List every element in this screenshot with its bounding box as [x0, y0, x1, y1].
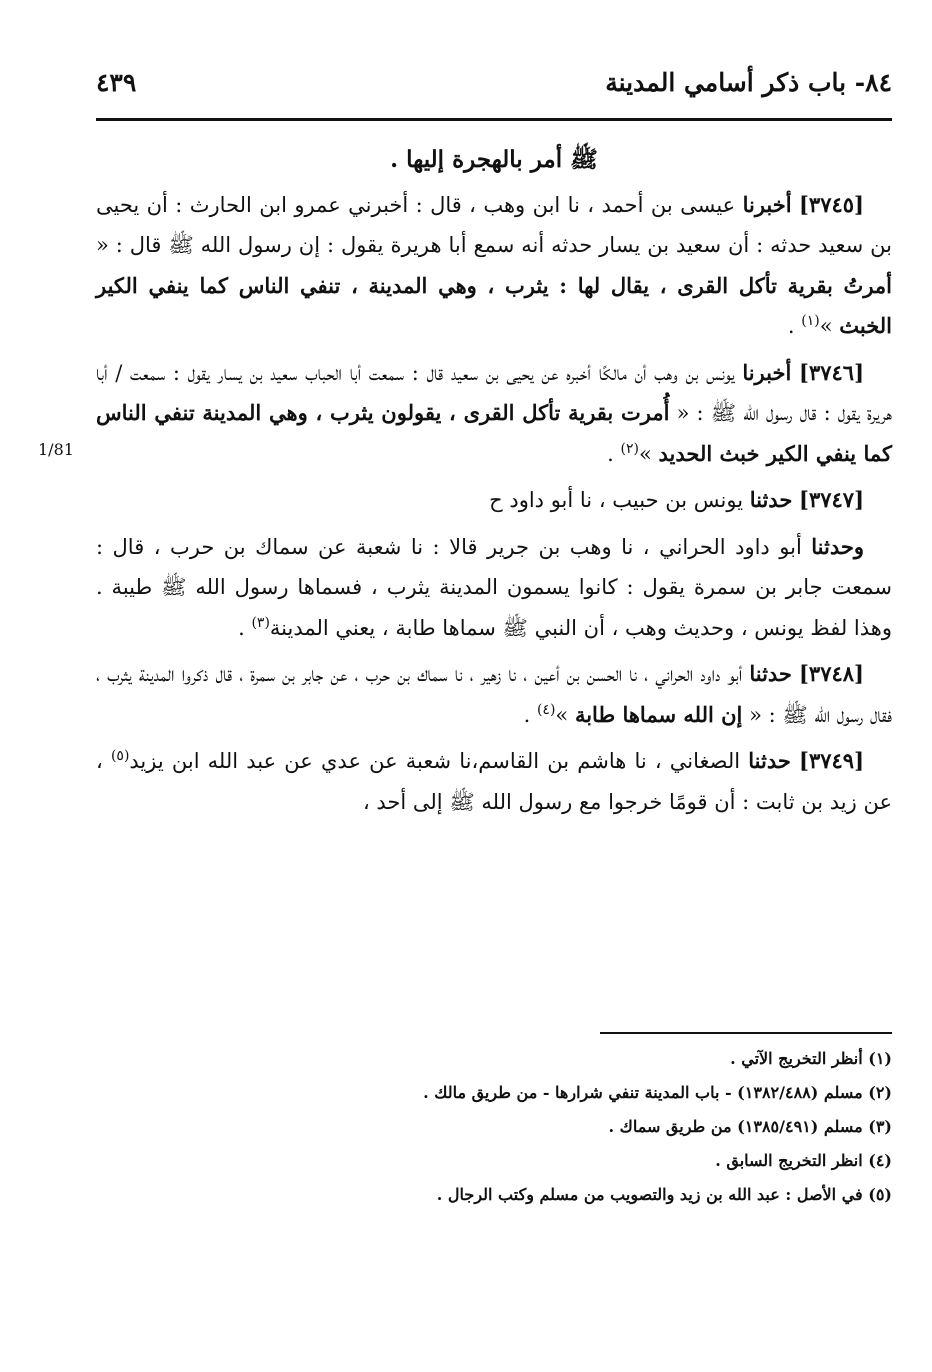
- narration-lead: أخبرنا: [742, 359, 792, 385]
- hadith-number: [٣٧٤٦]: [799, 359, 864, 385]
- chapter-title: ٨٤- باب ذكر أسامي المدينة: [605, 67, 892, 97]
- hadith-number: [٣٧٤٨]: [798, 661, 864, 686]
- hadith-number: [٣٧٤٩]: [799, 748, 864, 773]
- footnote-3: (٣) مسلم (١٣٨٥/٤٩١) من طريق سماك .: [608, 1117, 892, 1136]
- header-rule: [96, 118, 892, 121]
- hadith-3749: [96, 741, 892, 822]
- isnad-text: الصغاني ، نا هاشم بن القاسم،نا شعبة عن عدي عن عبد الله ابن يزيد: [129, 749, 749, 773]
- page-number: ٤٣٩: [96, 67, 137, 97]
- narration-lead: حدثنا: [749, 661, 792, 686]
- footnote-ref[interactable]: (٤): [536, 701, 556, 718]
- sentence-end: .: [607, 441, 621, 466]
- footnote-rule: [600, 1032, 892, 1034]
- narration-lead: وحدثنا: [811, 533, 864, 559]
- hadith-number: [٣٧٤٥]: [798, 191, 864, 217]
- page-header: [96, 62, 892, 102]
- footnote-ref[interactable]: (٣): [251, 614, 270, 631]
- isnad-text: يونس بن حبيب ، نا أبو داود ح: [489, 488, 750, 512]
- sentence-end: .: [238, 615, 252, 640]
- hadith-quote: أُمرت بقرية تأكل القرى ، يقولون يثرب ، وهي المدينة تنفي الناس كما ينفي الكير خبث الحديد: [96, 400, 892, 466]
- quote-close: »: [639, 441, 659, 466]
- margin-folio-note: 1/81: [38, 440, 74, 459]
- footnote-2: (٢) مسلم (١٣٨٢/٤٨٨) - باب المدينة تنفي شرارها - من طريق مالك .: [423, 1083, 892, 1102]
- narration-lead: حدثنا: [749, 487, 793, 512]
- continuation-text: ﷺ أمر بالهجرة إليها .: [390, 146, 598, 173]
- quote-close: »: [555, 702, 575, 727]
- narration-lead: أخبرنا: [742, 191, 792, 217]
- hadith-number: [٣٧٤٧]: [799, 487, 864, 512]
- isnad-text: عيسى بن أحمد ، نا ابن وهب ، قال : أخبرني عمرو ابن الحارث : أن يحيى بن سعيد حدثه : أن سعيد بن يسار حدثه أنه سمع أبا هريرة يقول : إن رسول الله ﷺ قال : «: [96, 192, 892, 257]
- sentence-end: .: [787, 314, 802, 338]
- sentence-end: .: [523, 702, 537, 727]
- narration-lead: حدثنا: [748, 748, 791, 773]
- hadith-3746: [96, 353, 892, 475]
- paragraph-continuation: [96, 140, 892, 181]
- quote-close: »: [819, 314, 840, 338]
- footnote-ref[interactable]: (١): [801, 313, 820, 329]
- isnad-text-continued: ، عن زيد بن ثابت : أن قومًا خرجوا مع رسول الله ﷺ إلى أحد ،: [96, 749, 892, 814]
- footnote-1: (١) أنظر التخريج الآتي .: [730, 1049, 892, 1068]
- isnad-text: أبو داود الحراني ، نا وهب بن جرير قالا : نا شعبة عن سماك بن حرب ، قال : سمعت جابر بن سمرة يقول : كانوا يسمون المدينة يثرب ، فسماها رسول الله ﷺ طيبة . وهذا لفظ يونس ، وحديث وهب ، أن النبي ﷺ سماها طابة ، يعني المدينة: [96, 534, 892, 640]
- hadith-3745: [96, 185, 892, 347]
- hadith-3747: [96, 480, 892, 521]
- footnote-5: (٥) في الأصل : عبد الله بن زيد والتصويب من مسلم وكتب الرجال .: [436, 1185, 892, 1204]
- main-text: [96, 140, 892, 828]
- hadith-3748: [96, 654, 892, 735]
- hadith-3747-continued: [96, 527, 892, 649]
- hadith-quote: إن الله سماها طابة: [574, 701, 743, 727]
- isnad-text: يونس بن وهب أن مالكًا أخبره عن يحيى بن سعيد قال : سمعت أبا الحباب سعيد بن يسار يقول : سمعت / أبا هريرة يقول : قال رسول الله ﷺ : «: [96, 360, 893, 425]
- isnad-text: أبو داود الحراني ، نا الحسن بن أعين ، نا زهير ، نا سماك بن حرب ، عن جابر بن سمرة ، قال ذكروا المدينة يثرب ، فقال رسول الله ﷺ : «: [96, 662, 892, 727]
- footnote-ref[interactable]: (٥): [110, 748, 130, 764]
- footnote-ref[interactable]: (٢): [620, 440, 639, 457]
- hadith-quote: أمرتُ بقرية تأكل القرى ، يقال لها : يثرب ، وهي المدينة ، تنفي الناس كما ينفي الكير الخبث: [96, 272, 892, 338]
- footnotes: [96, 1042, 892, 1212]
- footnote-4: (٤) انظر التخريج السابق .: [715, 1151, 892, 1170]
